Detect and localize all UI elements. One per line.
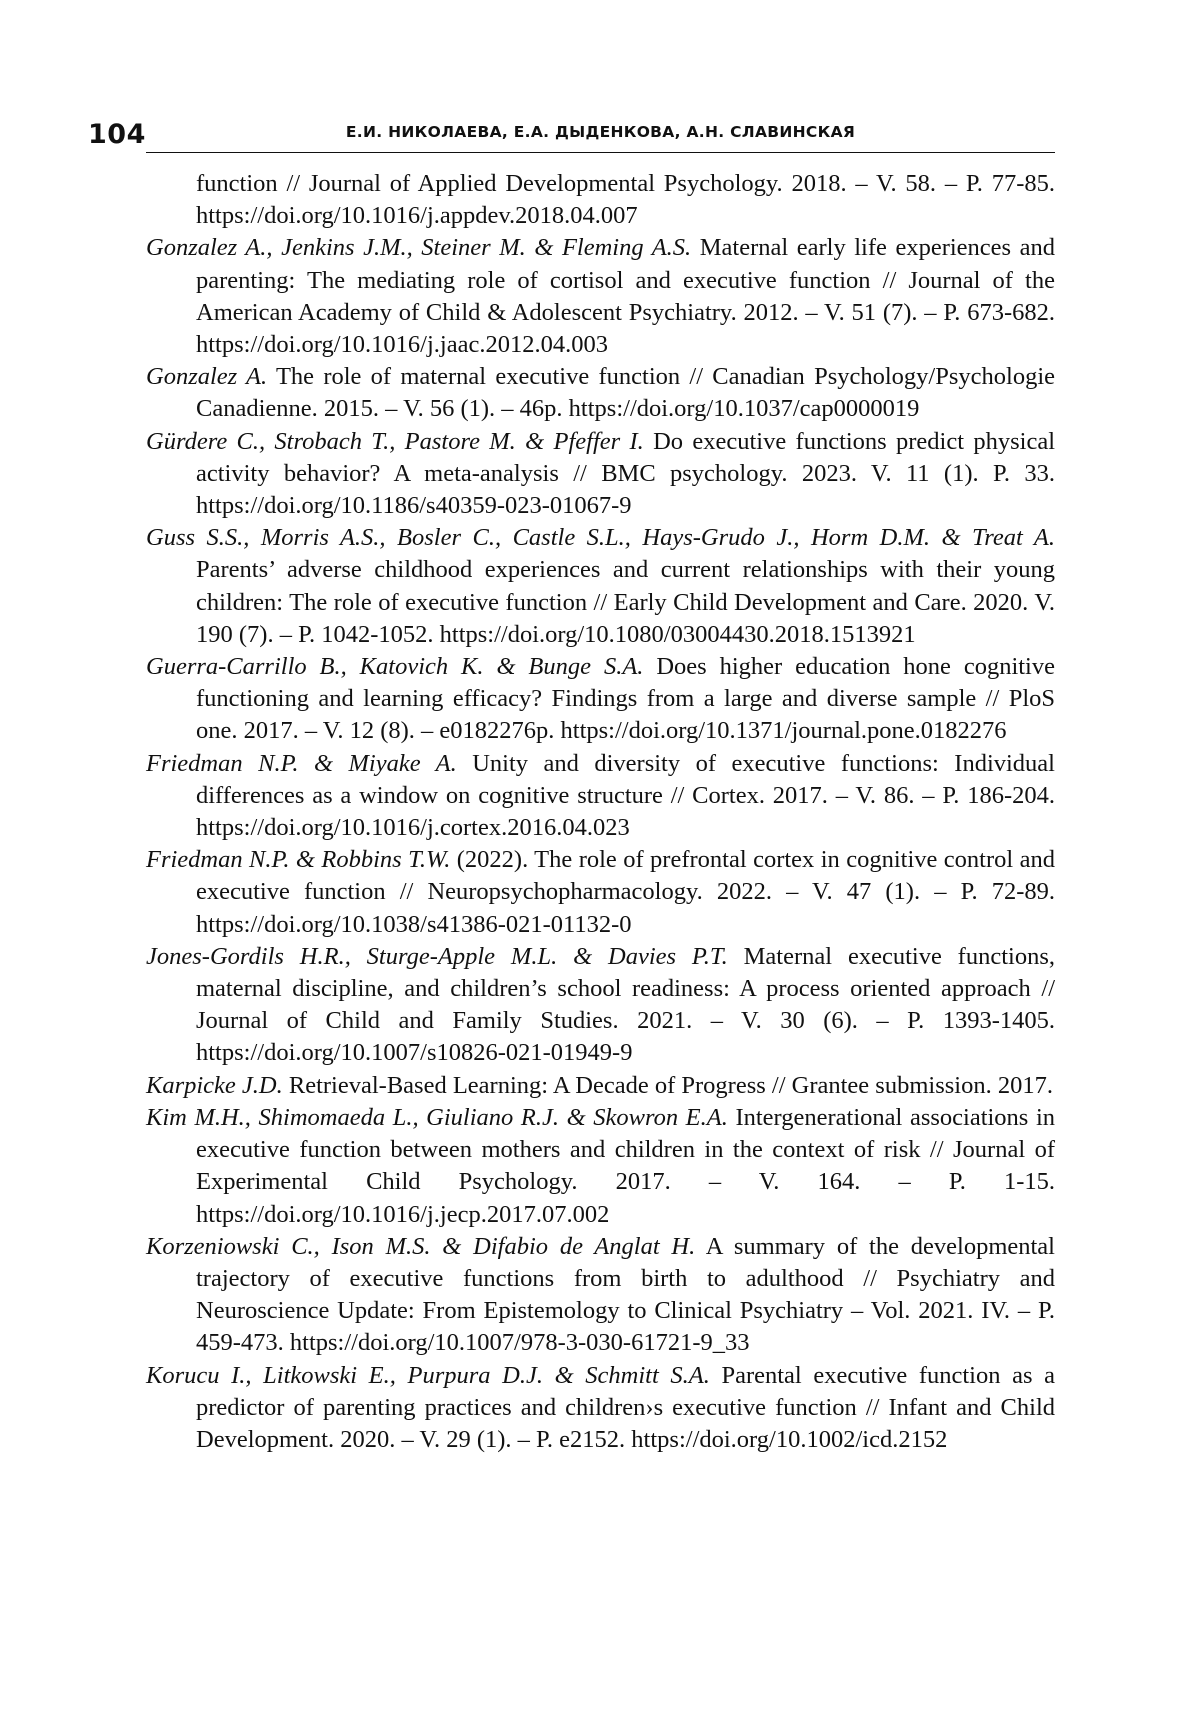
- reference-text: (2022). The role of prefrontal cortex in cognitive control and executive function // Neuropsychopharmacology. 2022. – V. 47 (1). – P. 72-89. https://doi.org/10.1038/s41386-021-01132-0: [196, 846, 1056, 938]
- reference-text: The role of maternal executive function // Canadian Psychology/Psychologie Canadienne. 2015. – V. 56 (1). – 46p. https://doi.org/10.1037/cap0000019: [196, 363, 1055, 423]
- reference-list: [146, 168, 1055, 1456]
- reference-item: [146, 361, 1055, 425]
- reference-authors: Friedman N.P. & Miyake A.: [146, 749, 457, 777]
- running-head: [88, 118, 1055, 152]
- reference-item: [146, 522, 1055, 651]
- reference-text: A summary of the developmental trajectory of executive functions from birth to adulthood // Psychiatry and Neuroscience Update: From Epistemology to Clinical Psychiatry – Vol. 2021. IV. – P. 459-473. https://doi.org/10.1007/978-3-030-61721-9_33: [196, 1232, 1055, 1357]
- reference-authors: Karpicke J.D.: [146, 1071, 283, 1099]
- header-rule: [146, 152, 1055, 153]
- reference-item: [146, 1102, 1055, 1231]
- reference-text: Does higher education hone cognitive functioning and learning efficacy? Findings from a large and diverse sample // PloS one. 2017. – V. 12 (8). – e0182276p. https://doi.org/10.1371/journal.pone.0182276: [196, 653, 1055, 745]
- reference-text: Maternal executive functions, maternal discipline, and children’s school readiness: A process oriented approach // Journal of Child and Family Studies. 2021. – V. 30 (6). – P. 1393-1405. https://doi.org/10.1007/s10826-021-01949-9: [196, 942, 1055, 1067]
- reference-item: [146, 1070, 1055, 1102]
- reference-item: [146, 844, 1055, 941]
- reference-authors: Korucu I., Litkowski E., Purpura D.J. & Schmitt S.A.: [146, 1361, 710, 1389]
- reference-text: Maternal early life experiences and parenting: The mediating role of cortisol and executive function // Journal of the American Academy of Child & Adolescent Psychiatry. 2012. – V. 51 (7). – P. 673-682. https://doi.org/10.1016/j.jaac.2012.04.003: [196, 234, 1055, 359]
- reference-authors: Guerra-Carrillo B., Katovich K. & Bunge S.A.: [146, 653, 644, 681]
- reference-item: [146, 232, 1055, 361]
- reference-authors: Gürdere C., Strobach T., Pastore M. & Pfeffer I.: [146, 427, 644, 455]
- reference-item: [146, 426, 1055, 523]
- reference-authors: Friedman N.P. & Robbins T.W.: [146, 846, 451, 874]
- reference-authors: Kim M.H., Shimomaeda L., Giuliano R.J. & Skowron E.A.: [146, 1103, 728, 1131]
- reference-text: Retrieval-Based Learning: A Decade of Progress // Grantee submission. 2017.: [282, 1071, 1053, 1099]
- reference-text: Do executive functions predict physical activity behavior? A meta-analysis // BMC psychology. 2023. V. 11 (1). P. 33. https://doi.org/10.1186/s40359-023-01067-9: [196, 427, 1056, 520]
- reference-text: Parents’ adverse childhood experiences and current relationships with their young children: The role of executive function // Early Child Development and Care. 2020. V. 190 (7). – P. 1042-1052. https://doi.org/10.1080/03004430.2018.1513921: [196, 556, 1055, 648]
- reference-text: function // Journal of Applied Developmental Psychology. 2018. – V. 58. – P. 77-85. https://doi.org/10.1016/j.appdev.2018.04.007: [196, 170, 1055, 230]
- reference-authors: Jones-Gordils H.R., Sturge-Apple M.L. & Davies P.T.: [146, 942, 728, 970]
- reference-authors: Gonzalez A., Jenkins J.M., Steiner M. & Fleming A.S.: [146, 234, 692, 262]
- reference-item: [146, 1360, 1055, 1457]
- running-title: Е.И. НИКОЛАЕВА, Е.А. ДЫДЕНКОВА, А.Н. СЛАВИНСКАЯ: [345, 123, 856, 141]
- reference-authors: Gonzalez A.: [146, 363, 268, 391]
- reference-authors: Korzeniowski C., Ison M.S. & Difabio de Anglat H.: [146, 1232, 696, 1260]
- reference-authors: Guss S.S., Morris A.S., Bosler C., Castle S.L., Hays-Grudo J., Horm D.M. & Treat A.: [146, 524, 1055, 552]
- page-number: 104: [88, 119, 146, 150]
- reference-text: Parental executive function as a predictor of parenting practices and children›s executive function // Infant and Child Development. 2020. – V. 29 (1). – P. e2152. https://doi.org/10.1002/icd.2152: [196, 1361, 1055, 1453]
- reference-text: Intergenerational associations in executive function between mothers and children in the context of risk // Journal of Experimental Child Psychology. 2017. – V. 164. – P. 1-15. https://doi.org/10.1016/j.jecp.2017.07.002: [196, 1103, 1055, 1228]
- reference-item: [146, 748, 1055, 845]
- reference-item: [146, 651, 1055, 748]
- reference-item: [146, 1231, 1055, 1360]
- reference-item: [146, 168, 1055, 232]
- reference-text: Unity and diversity of executive functions: Individual differences as a window on cognitive structure // Cortex. 2017. – V. 86. – P. 186-204. https://doi.org/10.1016/j.cortex.2016.04.023: [196, 749, 1055, 842]
- reference-item: [146, 941, 1055, 1070]
